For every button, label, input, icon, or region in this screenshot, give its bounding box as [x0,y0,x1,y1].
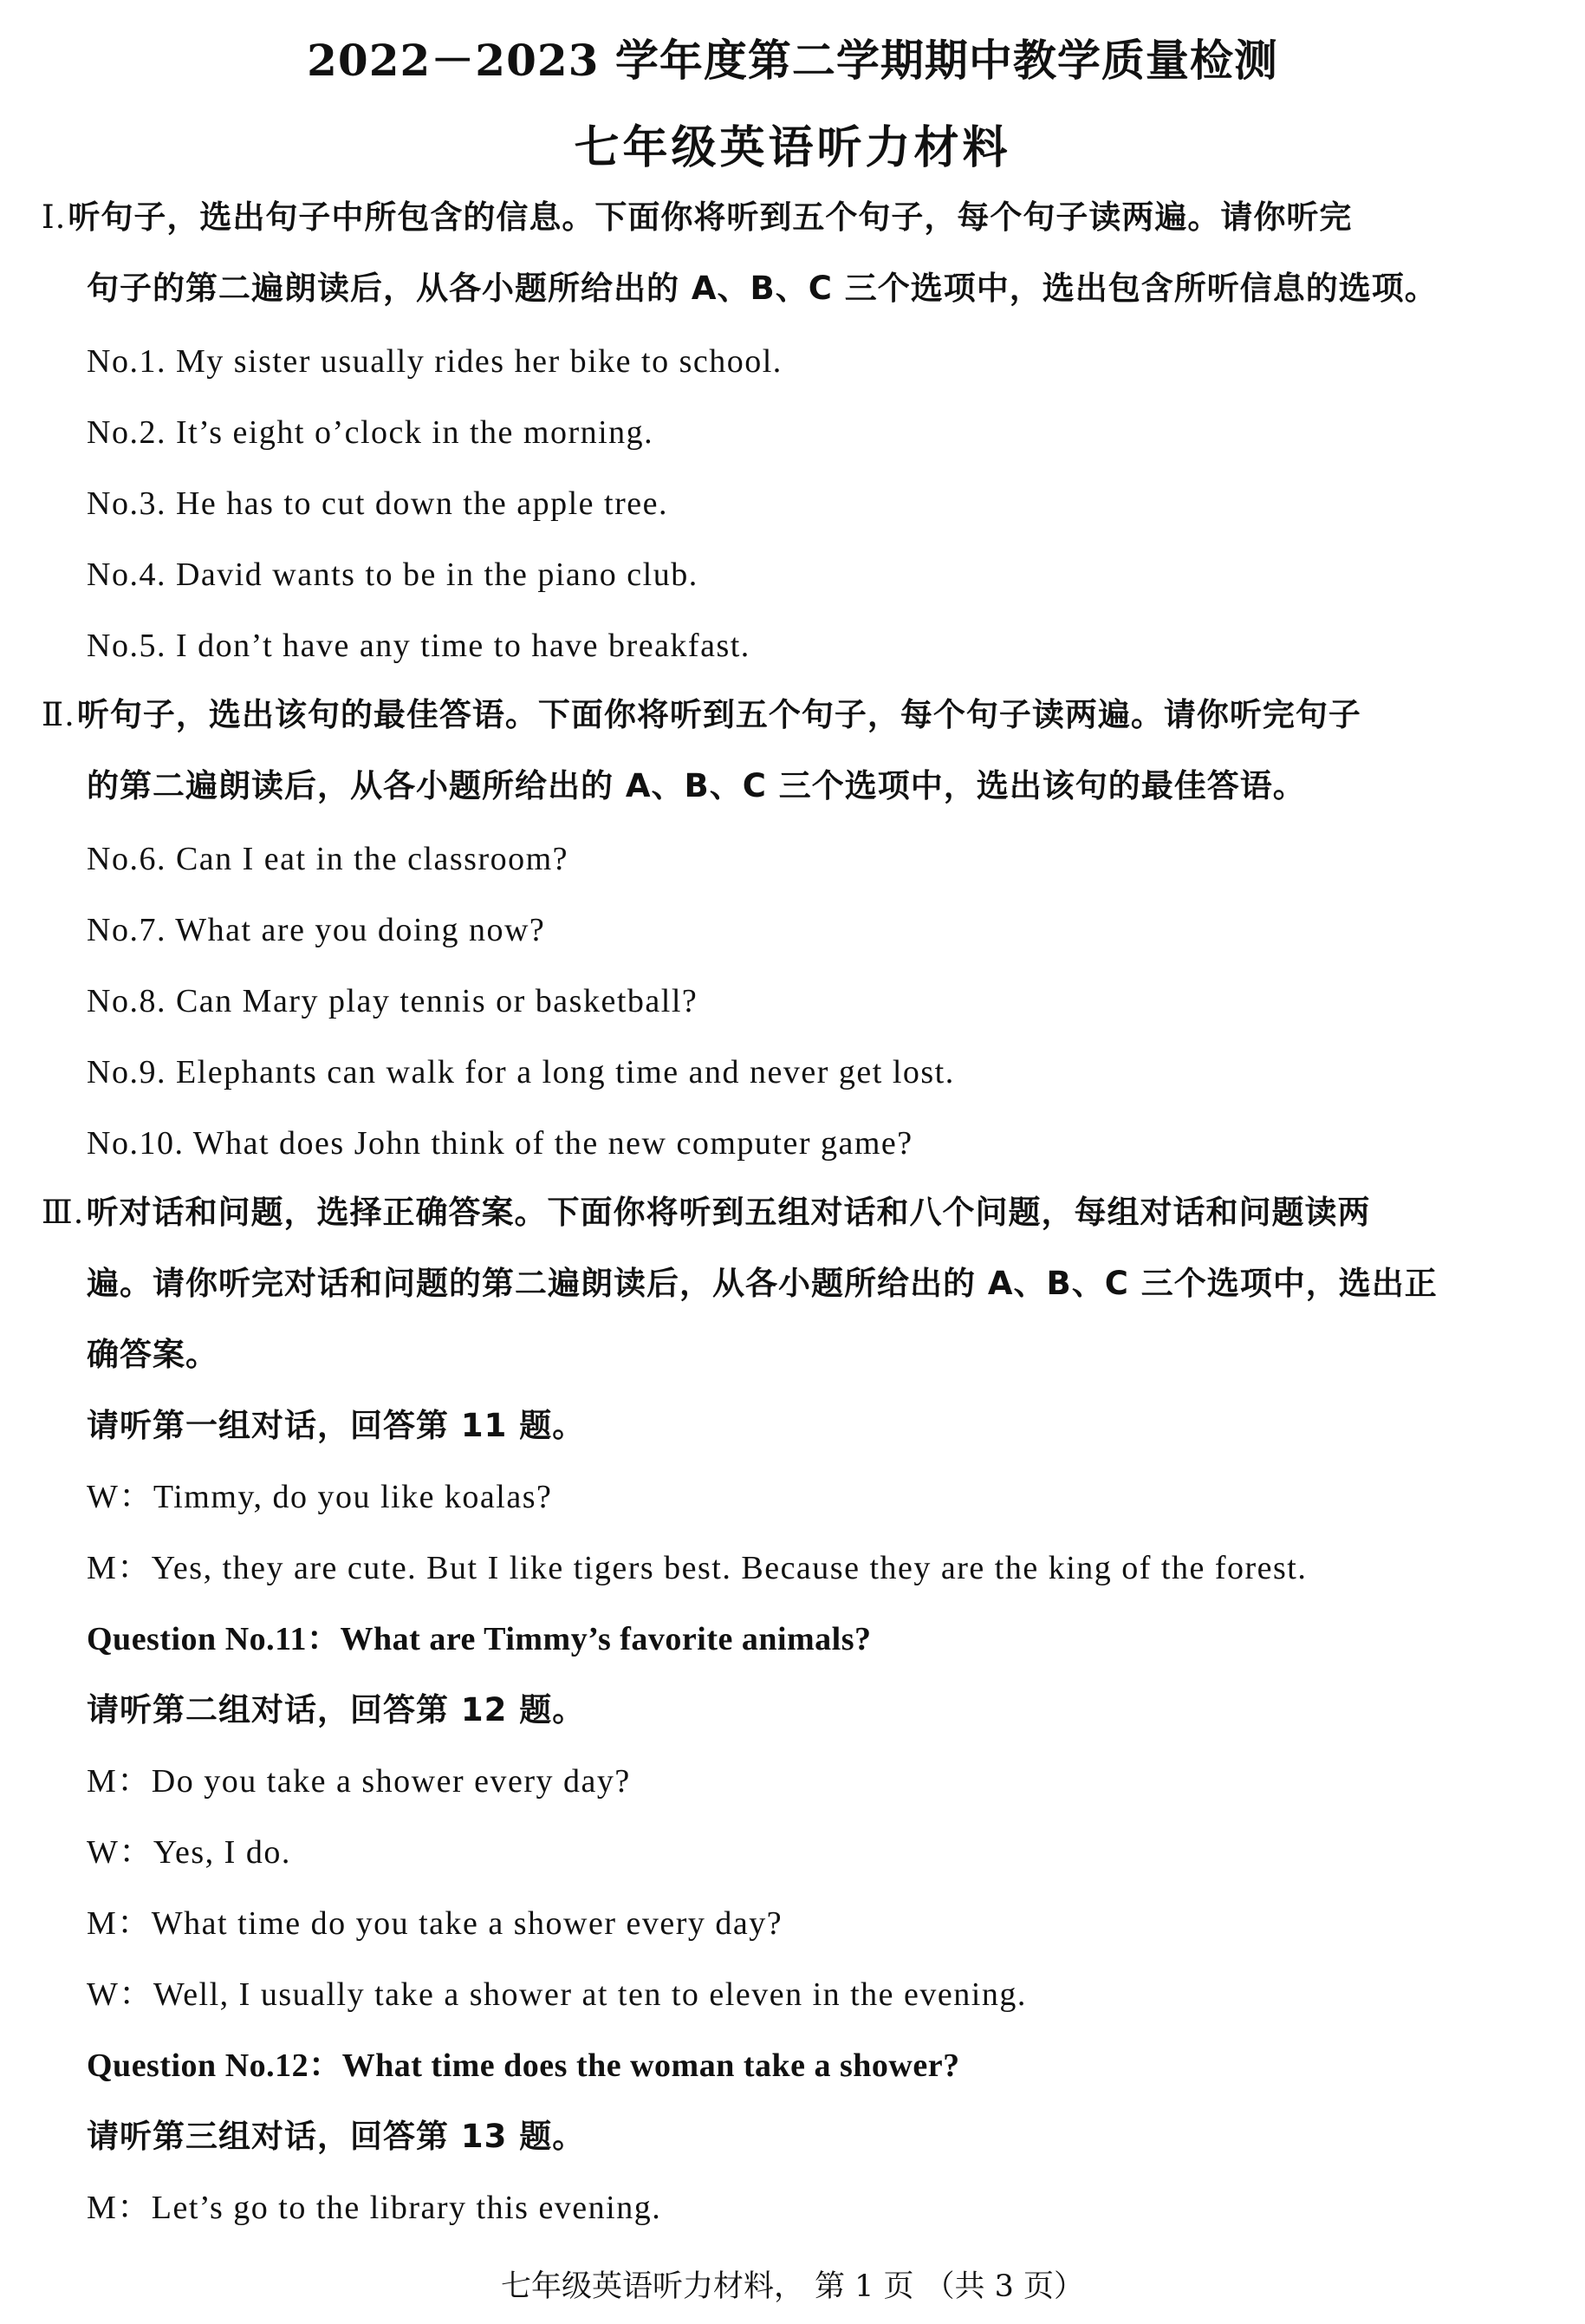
document-title: 2022－2023 学年度第二学期期中教学质量检测 [307,35,1278,86]
dialog2-line-3: M：What time do you take a shower every day? [87,1905,783,1942]
dialog2-line-1: M：Do you take a shower every day? [87,1763,631,1800]
dialog3-prompt: 请听第三组对话，回答第 13 题。 [87,2118,586,2155]
page-footer [0,2262,1585,2306]
section2-instruction-line1 [42,696,1361,733]
document-subtitle: 七年级英语听力材料 [574,121,1011,174]
question-11: Question No.11：What are Timmy’s favorite animals? [87,1621,872,1657]
question-12: Question No.12：What time does the woman take a shower? [87,2047,960,2084]
section2-instruction-text: 听句子，选出该句的最佳答语。下面你将听到五个句子，每个句子读两遍。请你听完句子 [76,696,1361,733]
sentence-item-4: No.4. David wants to be in the piano club. [87,557,698,593]
dialog1-line-1: W：Timmy, do you like koalas? [87,1479,553,1515]
dialog1-line-2: M：Yes, they are cute. But I like tigers best. Because they are the king of the forest. [87,1550,1308,1586]
section1-instruction-text: 听句子，选出句子中所包含的信息。下面你将听到五个句子，每个句子读两遍。请你听完 [68,199,1353,236]
sentence-item-9: No.9. Elephants can walk for a long time and never get lost. [87,1054,955,1090]
dialog1-prompt: 请听第一组对话，回答第 11 题。 [87,1407,586,1444]
sentence-item-3: No.3. He has to cut down the apple tree. [87,485,668,522]
sentence-item-6: No.6. Can I eat in the classroom? [87,841,569,877]
footer-page-number: 第 1 页 [814,2269,914,2304]
sentence-item-7: No.7. What are you doing now? [87,912,546,948]
sentence-item-10: No.10. What does John think of the new computer game? [87,1125,913,1162]
sentence-item-5: No.5. I don’t have any time to have breakfast. [87,628,750,664]
footer-doc-name: 七年级英语听力材料， [500,2269,804,2304]
section1-numeral: Ⅰ. [42,199,67,236]
section3-instruction-text: 听对话和问题，选择正确答案。下面你将听到五组对话和八个问题，每组对话和问题读两 [86,1194,1371,1231]
dialog2-line-2: W：Yes, I do. [87,1834,291,1871]
sentence-item-8: No.8. Can Mary play tennis or basketball? [87,983,698,1019]
sentence-item-1: No.1. My sister usually rides her bike to school. [87,343,783,380]
section3-instruction-line3: 确答案。 [87,1336,218,1373]
section3-numeral: Ⅲ. [42,1194,85,1231]
section3-instruction-line2: 遍。请你听完对话和问题的第二遍朗读后，从各小题所给出的 A、B、C 三个选项中，选出正 [87,1265,1438,1302]
dialog2-prompt: 请听第二组对话，回答第 12 题。 [87,1691,586,1728]
section2-numeral: Ⅱ. [42,696,75,733]
footer-total-pages: （共 3 页） [924,2269,1085,2304]
sentence-item-2: No.2. It’s eight o’clock in the morning. [87,414,654,451]
dialog3-line-1: M：Let’s go to the library this evening. [87,2190,662,2226]
section1-instruction-line2: 句子的第二遍朗读后，从各小题所给出的 A、B、C 三个选项中，选出包含所听信息的选项。 [87,270,1438,307]
dialog2-line-4: W：Well, I usually take a shower at ten to eleven in the evening. [87,1976,1027,2013]
section1-instruction-line1 [42,199,1353,236]
section3-instruction-line1 [42,1194,1371,1231]
section2-instruction-line2: 的第二遍朗读后，从各小题所给出的 A、B、C 三个选项中，选出该句的最佳答语。 [87,767,1306,804]
